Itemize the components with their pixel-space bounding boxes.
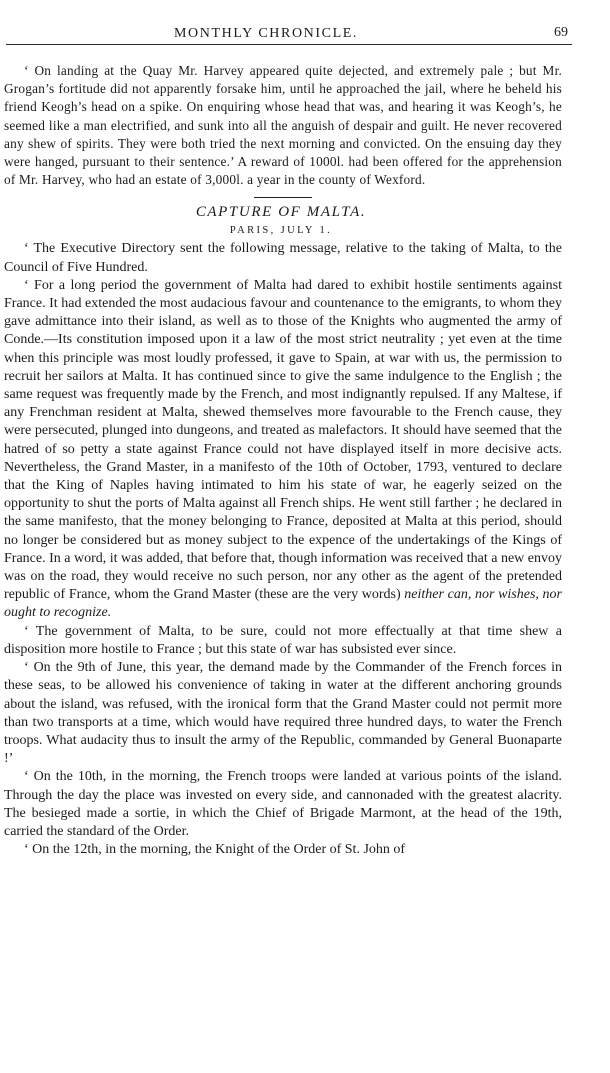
paragraph-state-of-war: ‘ The government of Malta, to be sure, could not more effectually at that time shew a disposition more hostile to France ; but this state of war has subsisted ever since. [4,623,562,657]
paragraph-june-tenth: ‘ On the 10th, in the morning, the French troops were landed at various points of the island. Through the day the place was invested on every side, and cannonaded with the greatest alacrity. The besieged made a sortie, in which the Chief of Brigade Marmont, at the head of the 19th, carried the standard of the Order. [4,769,562,839]
header-rule [6,44,572,45]
page-header [0,26,610,46]
article-body [0,62,610,859]
intro-paragraph: ‘ On landing at the Quay Mr. Harvey appeared quite dejected, and extremely pale ; but Mr. Grogan’s fortitude did not apparently forsake him, until he approached the jail, where he beheld his friend Keogh’s head on a spike. On enquiring whose head that was, and hearing it was Keogh’s, he seemed like a man electrified, and sunk into all the anguish of despair and guilt. He never recovered any shew of spirits. They were both tried the next morning and convicted. On the ensuing day they were hanged, pursuant to their sentence.’ A reward of 1000l. had been offered for the apprehension of Mr. Harvey, who had an estate of 3,000l. a year in the county of Wexford. [4,63,562,188]
paragraph-directory-message: ‘ The Executive Directory sent the following message, relative to the taking of Malta, to the Council of Five Hundred. [4,241,562,275]
dateline: PARIS, JULY 1. [229,225,333,237]
running-head: MONTHLY CHRONICLE. [174,26,358,41]
paragraph-june-ninth: ‘ On the 9th of June, this year, the demand made by the Commander of the French forces in these seas, to be allowed his convenience of taking in water at the different anchoring grounds about the island, was refused, with the ironical form that the Grand Master could not permit more than two transports at a time, which would have required three hundred days, to water the French troops. What audacity thus to insult the army of the Republic, commanded by General Buonaparte !’ [4,660,562,767]
page-number: 69 [554,25,568,40]
paragraph-hostile-sentiments-text: ‘ For a long period the government of Malta had dared to exhibit hostile sentiments against France. It had extended the most audacious favour and countenance to the emigrants, to whom they gave admittance into their island, as well as to those of the Knights who augmented the army of Conde.—Its constitution imposed upon it a law of the most strict neutrality ; yet even at the time when this principle was most loudly professed, it gave to Spain, at war with us, the permission to recruit her sailors at Malta. It has continued since to give the same indulgence to the English ; the same request was frequently made by the French, and most indignantly repulsed. If any Maltese, if any Frenchman resident at Malta, shewed themselves more favourable to the French cause, they were persecuted, plunged into dungeons, and treated as malefactors. It should have seemed that the hatred of so petty a state against France could not have displayed itself in more decisive acts. Nevertheless, the Grand Master, in a manifesto of the 10th of October, 1793, ventured to declare that the King of Naples having intimated to him his state of war, he eagerly seized on the opportunity to shut the ports of Malta against all French ships. He went still farther ; he declared in the same manifesto, that the money belonging to France, deposited at Malta at this period, should no longer be considered but as money subject to the expence of the undertakings of the Kings of France. In a word, it was added, that before that, though information was received that a new envoy was on the road, they would receive no such person, nor any other as the agent of the pretended republic of France, whom the Grand Master (these are the very words) [4,277,562,603]
paragraph-june-twelfth: ‘ On the 12th, in the morning, the Knight of the Order of St. John of [24,842,406,858]
paragraph-hostile-sentiments [0,277,610,623]
section-divider [254,197,312,198]
section-title: CAPTURE OF MALTA. [195,204,367,221]
italic-phrase: neither can, nor wishes, nor ought to recognize. [4,587,563,621]
